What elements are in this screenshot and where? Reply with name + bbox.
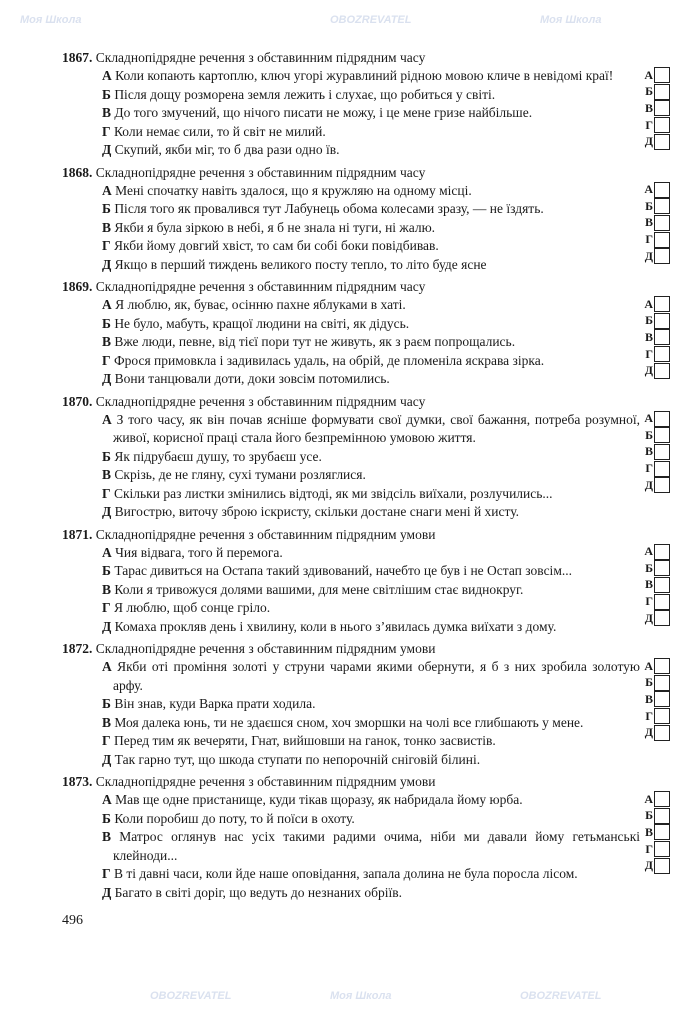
answer-row: [643, 560, 670, 577]
answer-checkbox[interactable]: [654, 215, 670, 231]
answer-letter: В: [644, 444, 653, 459]
answer-boxes: [643, 544, 670, 627]
answer-boxes: [643, 182, 670, 265]
task-number: 1868.: [62, 164, 93, 180]
option: [102, 503, 640, 522]
option: [102, 200, 640, 219]
answer-letter: В: [644, 215, 653, 230]
answer-checkbox[interactable]: [654, 610, 670, 626]
option-letter: Д: [102, 142, 112, 157]
task-1870: [62, 392, 672, 522]
task-prompt: Складнопідрядне речення з обставинним підрядним умови: [95, 526, 436, 542]
option: [102, 828, 640, 865]
answer-letter: Г: [645, 841, 653, 856]
answer-checkbox[interactable]: [654, 444, 670, 460]
option: [102, 544, 640, 563]
answer-row: [643, 329, 670, 346]
answer-checkbox[interactable]: [654, 346, 670, 362]
option-letter: Г: [102, 866, 111, 881]
watermark: OBOZREVATEL: [330, 14, 412, 26]
task-number: 1871.: [62, 526, 93, 542]
answer-checkbox[interactable]: [654, 691, 670, 707]
task-title: [62, 525, 672, 544]
option-text: Коли поробиш до поту, то й поїси в охоту.: [114, 810, 355, 826]
answer-letter: Д: [644, 725, 653, 740]
option-text: Багато в світі доріг, що ведуть до незнаних обріїв.: [114, 884, 403, 900]
option-letter: Г: [102, 600, 111, 615]
task-1867: [62, 48, 672, 160]
answer-letter: Г: [645, 346, 653, 361]
answer-checkbox[interactable]: [654, 313, 670, 329]
option: [102, 333, 640, 352]
answer-row: [643, 808, 670, 825]
answer-letter: А: [644, 411, 653, 426]
answer-letter: Д: [644, 248, 653, 263]
answer-checkbox[interactable]: [654, 67, 670, 83]
option-letter: В: [102, 105, 112, 120]
answer-row: [643, 346, 670, 363]
answer-checkbox[interactable]: [654, 329, 670, 345]
answer-boxes: [643, 658, 670, 741]
option-letter: А: [102, 297, 112, 312]
answer-checkbox[interactable]: [654, 117, 670, 133]
answer-checkbox[interactable]: [654, 594, 670, 610]
option: [102, 791, 640, 810]
option-letter: Б: [102, 696, 111, 711]
options-list: [102, 296, 640, 389]
option-letter: Г: [102, 123, 111, 139]
option: [102, 123, 640, 142]
option: [102, 810, 640, 829]
answer-row: [643, 841, 670, 858]
option-letter: Г: [102, 485, 111, 501]
options-list: [102, 544, 640, 637]
option-letter: В: [102, 581, 112, 597]
task-title: [62, 392, 672, 411]
option-letter: Д: [102, 884, 112, 900]
option-text: Якби оті проміння золоті у струни чарами якими обернути, я б з них зробила золотую арфу.: [113, 659, 640, 693]
option-text: Вони танцювали доти, доки зовсім потомились.: [114, 371, 390, 386]
task-title: [62, 772, 672, 791]
answer-letter: Д: [644, 363, 653, 378]
task-1869: [62, 277, 672, 389]
options-list: [102, 411, 640, 522]
option-letter: Д: [102, 751, 112, 767]
answer-letter: Б: [645, 427, 653, 442]
answer-letter: Г: [645, 594, 653, 609]
task-1868: [62, 163, 672, 275]
option-letter: Б: [102, 315, 111, 331]
option: [102, 370, 640, 389]
answer-letter: Б: [645, 808, 653, 823]
option-letter: В: [102, 829, 112, 844]
answer-row: [643, 67, 670, 84]
option: [102, 104, 640, 123]
option-text: Скільки раз листки змінились відтоді, як ми звідсіль виїхали, розлучились...: [113, 485, 553, 501]
watermark: Моя Школа: [330, 990, 392, 1002]
option-text: Якби йому довгий хвіст, то сам би собі боки повідбивав.: [113, 238, 439, 253]
task-number: 1873.: [62, 774, 93, 789]
textbook-page: [62, 48, 682, 930]
option: [102, 562, 640, 581]
option: [102, 732, 640, 751]
answer-checkbox[interactable]: [654, 182, 670, 198]
answer-row: [643, 248, 670, 265]
options-list: [102, 791, 640, 902]
task-1872: [62, 639, 672, 769]
answer-row: [643, 444, 670, 461]
answer-letter: А: [644, 658, 653, 673]
answer-letter: Б: [645, 84, 653, 99]
task-number: 1872.: [62, 641, 93, 656]
option-letter: В: [102, 219, 112, 235]
option-text: Я люблю, щоб сонце гріло.: [113, 600, 271, 615]
option-text: Моя далека юнь, ти не здаєшся сном, хоч зморшки на чолі все глибшають у мене.: [114, 714, 584, 730]
task-prompt: Складнопідрядне речення з обставинним підрядним часу: [95, 393, 426, 409]
option-letter: Д: [102, 618, 112, 634]
options-list: [102, 182, 640, 275]
task-prompt: Складнопідрядне речення з обставинним підрядним умови: [95, 641, 436, 656]
option-letter: Б: [102, 810, 111, 826]
option: [102, 219, 640, 238]
task-prompt: Складнопідрядне речення з обставинним підрядним часу: [95, 164, 426, 180]
answer-row: [643, 857, 670, 874]
option-text: Якщо в перший тиждень великого посту тепло, то літо буде ясне: [114, 256, 487, 272]
answer-checkbox[interactable]: [654, 858, 670, 874]
option: [102, 86, 640, 105]
answer-checkbox[interactable]: [654, 824, 670, 840]
answer-row: [643, 231, 670, 248]
answer-letter: Г: [645, 232, 653, 247]
task-number: 1870.: [62, 393, 93, 409]
task-prompt: Складнопідрядне речення з обставинним підрядним часу: [95, 279, 426, 294]
option-text: Так гарно тут, що шкода ступати по непорочній сніговій білині.: [114, 751, 481, 767]
answer-row: [643, 411, 670, 428]
answer-checkbox[interactable]: [654, 477, 670, 493]
answer-letter: Д: [644, 858, 653, 873]
answer-row: [643, 724, 670, 741]
option: [102, 256, 640, 275]
answer-letter: А: [644, 296, 653, 311]
answer-checkbox[interactable]: [654, 296, 670, 312]
answer-checkbox[interactable]: [654, 134, 670, 150]
option: [102, 466, 640, 485]
answer-row: [643, 593, 670, 610]
option-letter: В: [102, 334, 112, 349]
answer-checkbox[interactable]: [654, 84, 670, 100]
answer-letter: А: [644, 791, 653, 806]
option-text: Якби я була зіркою в небі, я б не знала ні туги, ні жалю.: [114, 219, 436, 235]
option-text: Фрося примовкла і задивилась удаль, на обрій, де пломеніла яскрава зірка.: [113, 352, 545, 368]
option-text: Вигострю, виточу зброю іскристу, скільки достане снаги мені й хисту.: [114, 504, 520, 519]
answer-letter: В: [644, 100, 653, 115]
answer-row: [643, 182, 670, 199]
option: [102, 581, 640, 600]
answer-checkbox[interactable]: [654, 411, 670, 427]
option-letter: А: [102, 68, 112, 83]
option-letter: Б: [102, 563, 111, 578]
answer-boxes: [643, 296, 670, 379]
answer-row: [643, 577, 670, 594]
option-text: Перед тим як вечеряти, Гнат, вийшовши на ганок, тонко засвистів.: [113, 733, 496, 748]
option-text: Мені спочатку навіть здалося, що я кружляю на одному місці.: [115, 182, 472, 198]
watermark: Моя Школа: [20, 14, 82, 26]
answer-row: [643, 117, 670, 134]
option-text: Чия відвага, того й перемога.: [115, 544, 283, 560]
answer-letter: Б: [645, 313, 653, 328]
answer-row: [643, 544, 670, 561]
option-letter: Б: [102, 201, 111, 216]
answer-letter: Б: [645, 560, 653, 575]
answer-row: [643, 427, 670, 444]
option: [102, 695, 640, 714]
watermark: OBOZREVATEL: [150, 990, 232, 1002]
answer-row: [643, 610, 670, 627]
answer-checkbox[interactable]: [654, 544, 670, 560]
answer-boxes: [643, 67, 670, 150]
task-prompt: Складнопідрядне речення з обставинним підрядним умови: [95, 774, 436, 789]
option: [102, 182, 640, 201]
answer-row: [643, 691, 670, 708]
watermark: Моя Школа: [540, 14, 602, 26]
answer-checkbox[interactable]: [654, 100, 670, 116]
option-text: В ті давні часи, коли йде наше оповідання, запала долина не була поросла лісом.: [113, 866, 578, 881]
answer-checkbox[interactable]: [654, 248, 670, 264]
answer-letter: В: [644, 691, 653, 706]
option: [102, 448, 640, 467]
option-text: Коли копають картоплю, ключ угорі журавлиний рідною мовою кличе в невідомі краї!: [115, 68, 614, 83]
answer-letter: А: [644, 182, 653, 197]
option-text: Скрізь, де не гляну, сухі тумани розляглися.: [114, 467, 366, 482]
option-text: Скупий, якби міг, то б два рази одно їв.: [114, 142, 340, 157]
option-letter: А: [102, 659, 112, 674]
answer-letter: Д: [644, 477, 653, 492]
watermark: OBOZREVATEL: [520, 990, 602, 1002]
option-letter: В: [102, 467, 112, 482]
answer-row: [643, 313, 670, 330]
option-text: Комаха прокляв день і хвилину, коли в нього з’явилась думка виїхати з дому.: [114, 618, 557, 634]
answer-letter: Д: [644, 134, 653, 149]
option: [102, 485, 640, 504]
task-title: [62, 163, 672, 182]
answer-row: [643, 198, 670, 215]
option-text: Після дощу розморена земля лежить і слухає, що робиться у світі.: [114, 86, 496, 102]
option-letter: Г: [102, 733, 111, 748]
answer-row: [643, 362, 670, 379]
answer-checkbox[interactable]: [654, 675, 670, 691]
answer-checkbox[interactable]: [654, 577, 670, 593]
answer-row: [643, 100, 670, 117]
answer-checkbox[interactable]: [654, 461, 670, 477]
option: [102, 296, 640, 315]
answer-row: [643, 477, 670, 494]
answer-checkbox[interactable]: [654, 427, 670, 443]
option-letter: Д: [102, 371, 112, 386]
answer-row: [643, 791, 670, 808]
answer-row: [643, 460, 670, 477]
option: [102, 599, 640, 618]
option-text: До того змучений, що нічого писати не можу, і це мене гризе найбільше.: [114, 105, 533, 120]
task-title: [62, 277, 672, 296]
answer-checkbox[interactable]: [654, 841, 670, 857]
option: [102, 67, 640, 86]
answer-letter: Д: [644, 610, 653, 625]
answer-row: [643, 708, 670, 725]
option-letter: А: [102, 182, 112, 198]
option: [102, 315, 640, 334]
page-number: 496: [62, 913, 83, 928]
answer-letter: В: [644, 329, 653, 344]
options-list: [102, 658, 640, 769]
option-letter: А: [102, 544, 112, 560]
answer-row: [643, 84, 670, 101]
option-text: Коли я тривожуся долями вашими, для мене світлішим стає виднокруг.: [114, 581, 524, 597]
answer-letter: А: [644, 544, 653, 559]
answer-checkbox[interactable]: [654, 198, 670, 214]
option: [102, 411, 640, 448]
answer-letter: В: [644, 824, 653, 839]
answer-checkbox[interactable]: [654, 363, 670, 379]
option-letter: Д: [102, 504, 112, 519]
option-text: Я люблю, як, буває, осінню пахне яблуками в хаті.: [115, 297, 406, 312]
answer-letter: Г: [645, 708, 653, 723]
answer-checkbox[interactable]: [654, 725, 670, 741]
answer-checkbox[interactable]: [654, 791, 670, 807]
option-text: Коли немає сили, то й світ не милий.: [113, 123, 326, 139]
option-text: Після того як провалився тут Лабунець обома колесами зразу, — не їздять.: [114, 201, 544, 216]
options-list: [102, 67, 640, 160]
answer-letter: Г: [645, 117, 653, 132]
option-text: Він знав, куди Варка прати ходила.: [114, 696, 316, 711]
answer-checkbox[interactable]: [654, 808, 670, 824]
option-letter: А: [102, 411, 112, 427]
answer-letter: А: [644, 67, 653, 82]
option-letter: Б: [102, 448, 111, 464]
answer-row: [643, 675, 670, 692]
option-text: Тарас дивиться на Остапа такий здивований, начебто це був і не Остап зовсім...: [114, 563, 572, 578]
answer-letter: Г: [645, 461, 653, 476]
option-text: Вже люди, певне, від тієї пори тут не живуть, як з раєм попрощались.: [114, 334, 516, 349]
option-text: Мав ще одне пристанище, куди тікав щоразу, як набридала йому юрба.: [115, 792, 523, 807]
answer-letter: В: [644, 577, 653, 592]
answer-checkbox[interactable]: [654, 708, 670, 724]
option: [102, 141, 640, 160]
option-text: З того часу, як він почав ясніше формувати свої думки, свої бажання, потреба розумної, живої, корисної праці стала його безпремінною умовою життя.: [113, 411, 640, 445]
answer-row: [643, 824, 670, 841]
answer-boxes: [643, 411, 670, 494]
option-letter: А: [102, 792, 112, 807]
option-letter: Б: [102, 86, 111, 102]
answer-row: [643, 296, 670, 313]
answer-checkbox[interactable]: [654, 560, 670, 576]
answer-row: [643, 215, 670, 232]
option-letter: Г: [102, 352, 111, 368]
task-number: 1867.: [62, 50, 93, 65]
answer-row: [643, 133, 670, 150]
option-letter: Г: [102, 238, 111, 253]
task-1873: [62, 772, 672, 902]
option: [102, 865, 640, 884]
option: [102, 352, 640, 371]
task-title: [62, 48, 672, 67]
answer-row: [643, 658, 670, 675]
option-letter: Д: [102, 256, 112, 272]
answer-checkbox[interactable]: [654, 232, 670, 248]
option: [102, 658, 640, 695]
task-1871: [62, 525, 672, 637]
option-text: Матрос оглянув нас усіх такими радими очима, ніби ми давали йому гетьманські клейноди...: [113, 829, 640, 863]
task-prompt: Складнопідрядне речення з обставинним підрядним часу: [95, 50, 426, 65]
option: [102, 751, 640, 770]
answer-checkbox[interactable]: [654, 658, 670, 674]
answer-letter: Б: [645, 198, 653, 213]
answer-letter: Б: [645, 675, 653, 690]
task-number: 1869.: [62, 279, 93, 294]
task-list: [62, 48, 682, 902]
option: [102, 237, 640, 256]
answer-boxes: [643, 791, 670, 874]
option-text: Не було, мабуть, кращої людини на світі, як дідусь.: [114, 315, 410, 331]
option: [102, 618, 640, 637]
option: [102, 714, 640, 733]
option-letter: В: [102, 714, 112, 730]
option-text: Як підрубаєш душу, то зрубаєш усе.: [114, 448, 322, 464]
option: [102, 884, 640, 903]
task-title: [62, 639, 672, 658]
